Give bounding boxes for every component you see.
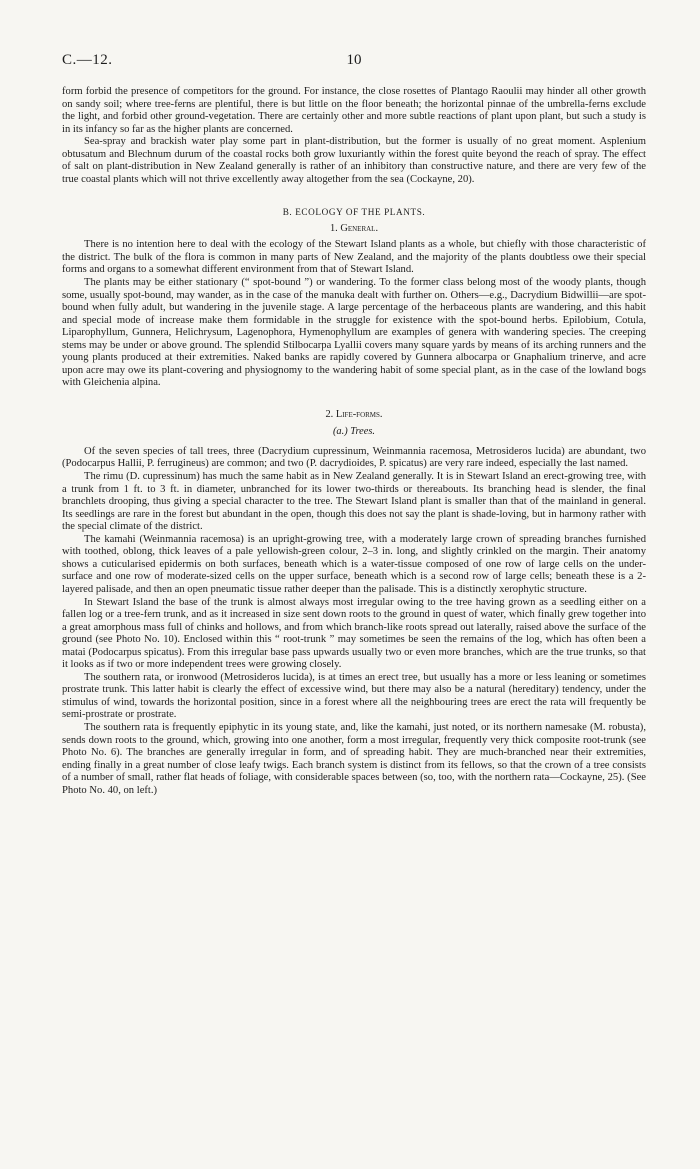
paragraph: The kamahi (Weinmannia racemosa) is an upright-growing tree, with a moderately large crown of spreading branches furnished with toothed, oblong, thick leaves of a pale yellowish-green colour, 2–3 in. long, and slightly crinkled on the margin. Their anatomy shows a cuticularised epidermis on both surfaces, beneath which is a water-tissue composed of one row of large cells on the under-surface and one row of moderate-sized cells on the upper surface, beneath which is a second row of large cells; beneath these is a 2-layered palisade, and then an open pneumatic tissue rather deeper than the palisade. This is a distinctly xerophytic structure. [62, 533, 646, 595]
document-code: C.—12. [62, 52, 113, 68]
sub-heading-text: 1. General. [329, 223, 379, 235]
paragraph: The southern rata is frequently epiphytic in its young state, and, like the kamahi, just noted, or its northern namesake (M. robusta), sends down roots to the ground, which, growing into one another, form a most irregular, frequently very thick composite root-trunk (see Photo No. 6). The branches are generally irregular in form, and of spreading habit. They are much-branched near their extremities, ending finally in a great number of close leafy twigs. Each branch system is distinct from its fellows, so that the crown of a tree consists of a number of small, rather flat heads of foliage, with considerable spaces between (so, too, with the northern rata—Cockayne, 25). (See Photo No. 40, on left.) [62, 721, 646, 796]
page-number: 10 [346, 52, 362, 68]
section-heading: B. ECOLOGY OF THE PLANTS. [282, 207, 426, 218]
paragraph: There is no intention here to deal with the ecology of the Stewart Island plants as a whole, but chiefly with those characteristic of the district. The bulk of the flora is common in many parts of New Zealand, and the majority of the plants doubtless owe their special forms and organs to a somewhat different environment from that of Stewart Island. [62, 239, 646, 276]
paragraph: In Stewart Island the base of the trunk is almost always most irregular owing to the tree having grown as a seedling either on a fallen log or a tree-fern trunk, and as it increased in size sent down roots to the ground in quest of water, which finally grew together into a great amorphous mass full of chinks and hollows, and from which branch-like roots spread out laterally, raised above the surface of the ground (see Photo No. 10). Enclosed within this “ root-trunk ” may sometimes be seen the remains of the log, which has often been a matai (Podocarpus spicatus). From this irregular base pass upwards usually two or even more branches, which are the true trunks, so that it looks as if two or more independent trees were growing closely. [62, 596, 646, 671]
paragraph: Sea-spray and brackish water play some part in plant-distribution, but the former is usually of no great moment. Asplenium obtusatum and Blechnum durum of the coastal rocks both grow luxuriantly within the forest quite beyond the reach of spray. The effect of salt on plant-distribution in New Zealand generally is rather of an inhibitory than constructive nature, and there are very few of the true coastal plants which will not thrive excellently away altogether from the sea (Cockayne, 20). [62, 136, 646, 185]
section-heading [62, 408, 646, 421]
sub-heading-text: (a.) Trees. [332, 425, 376, 437]
paragraph: The rimu (D. cupressinum) has much the same habit as in New Zealand generally. It is in Stewart Island an erect-growing tree, with a trunk from 1 ft. to 3 ft. in diameter, unbranched for its lower two-thirds or thereabouts. Its branching head is slender, the final branchlets drooping, thus giving a special character to the tree. The Stewart Island plant is smaller than that of the mainland in general. Its seedlings are rare in the forest but abundant in the open, though this does not say the plant is shade-loving, but in harmony rather with the special climate of the district. [62, 471, 646, 533]
paragraph: The plants may be either stationary (“ spot-bound ”) or wandering. To the former class belong most of the woody plants, though some, usually spot-bound, may wander, as in the case of the manuka dealt with further on. Others—e.g., Dacrydium Bidwillii—are spot-bound when fully adult, but wandering in the juvenile stage. A large percentage of the herbaceous plants are wandering, and this habit and special mode of increase make them formidable in the struggle for existence with the spot-bound herbs. Epilobium, Cotula, Liparophyllum, Gunnera, Helichrysum, Lagenophora, Hymenophyllum are examples of genera with wandering species. The creeping stems may be under or above ground. The splendid Stilbocarpa Lyallii covers many square yards by means of its arching runners and the young plants produced at their extremities. Naked banks are rapidly covered by Gunnera albocarpa or Gnaphalium trinerve, and acre upon acre may owe its plant-covering and physiognomy to the wandering habit of some special plant, as in the case of the lowland bogs with Gleichenia alpina. [62, 277, 646, 389]
page-body [62, 86, 646, 797]
sub-heading [62, 425, 646, 438]
paragraph: Of the seven species of tall trees, three (Dacrydium cupressinum, Weinmannia racemosa, Metrosideros lucida) are abundant, two (Podocarpus Hallii, P. ferrugineus) are common; and two (P. dacrydioides, P. spicatus) are very rare indeed, especially the last named. [62, 445, 646, 470]
sub-heading [62, 222, 646, 235]
page-header [62, 52, 646, 70]
paragraph: The southern rata, or ironwood (Metrosideros lucida), is at times an erect tree, but usually has a more or less leaning or sometimes prostrate trunk. This latter habit is clearly the effect of excessive wind, but there may also be a natural (hereditary) tendency, under the stimulus of wind, towards the horizontal position, since in a forest where all the neighbouring trees are erect the rata will frequently be semi-prostrate or prostrate. [62, 671, 646, 721]
section-heading-text: 2. Life-forms. [325, 408, 383, 420]
paragraph: form forbid the presence of competitors for the ground. For instance, the close rosettes of Plantago Raoulii may hinder all other growth on sandy soil; where tree-ferns are plentiful, there is but little on the floor beneath; the horizontal pinnae of the umbrella-ferns exclude the light, and forbid other ground-vegetation. There are certainly other and more subtle reactions of plant upon plant, but such a study is in its infancy so far as the higher plants are concerned. [62, 86, 646, 135]
